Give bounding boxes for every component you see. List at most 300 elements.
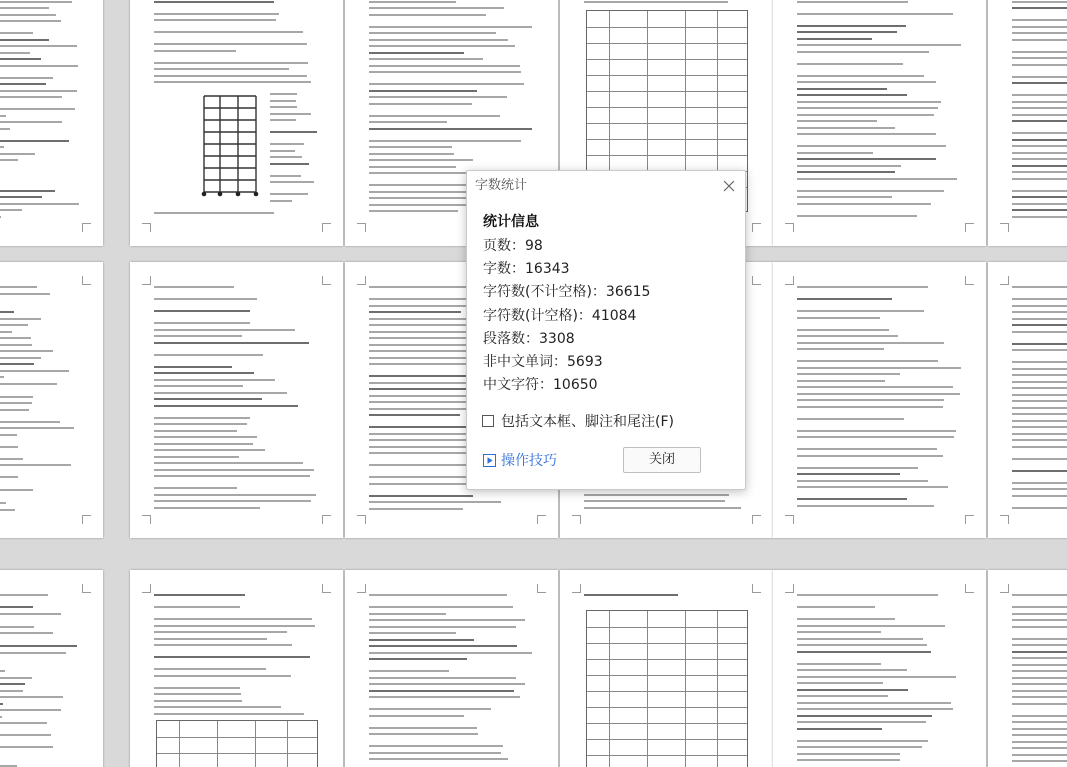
text-line <box>154 354 263 356</box>
text-line <box>369 65 520 67</box>
text-line <box>1012 734 1067 736</box>
text-line <box>154 31 303 33</box>
text-line <box>797 286 928 288</box>
page-corner-mark <box>572 515 581 524</box>
text-line <box>1012 190 1067 192</box>
text-line <box>154 675 291 677</box>
text-line <box>797 171 895 173</box>
page-corner-mark <box>752 276 761 285</box>
page-thumbnail <box>345 570 558 767</box>
text-line <box>797 38 872 40</box>
text-line <box>1012 387 1067 389</box>
text-line <box>369 639 474 641</box>
text-line <box>1012 420 1067 422</box>
table-col-line <box>609 611 610 767</box>
stat-chars-with-spaces: 字符数(计空格)：41084 <box>483 307 637 324</box>
text-line <box>1012 670 1067 672</box>
text-line <box>1012 145 1067 147</box>
text-line <box>797 638 923 640</box>
table-col-line <box>179 721 180 767</box>
text-line <box>369 645 517 647</box>
text-line <box>154 62 308 64</box>
text-line <box>797 676 956 678</box>
text-line <box>369 7 504 9</box>
text-line <box>369 166 456 168</box>
table-row-line <box>587 675 747 676</box>
text-line <box>154 75 307 77</box>
text-line <box>154 310 250 312</box>
text-line <box>154 625 315 627</box>
text-line <box>0 1 72 3</box>
text-line <box>1012 311 1067 313</box>
text-line <box>270 181 314 183</box>
table-thumbnail <box>156 720 318 767</box>
text-line <box>1012 120 1067 122</box>
text-line <box>270 163 309 165</box>
text-line <box>1012 171 1067 173</box>
page-corner-mark <box>965 276 974 285</box>
text-line <box>797 348 884 350</box>
text-line <box>369 305 475 307</box>
page-corner-mark <box>82 515 91 524</box>
text-line <box>797 165 901 167</box>
text-line <box>797 310 924 312</box>
text-line <box>1012 721 1067 723</box>
text-line <box>797 728 882 730</box>
text-line <box>154 417 250 419</box>
text-line <box>797 317 880 319</box>
frame-diagram <box>200 90 260 200</box>
text-line <box>154 405 298 407</box>
text-line <box>154 469 314 471</box>
text-line <box>797 467 918 469</box>
text-line <box>0 58 41 60</box>
text-line <box>0 77 53 79</box>
text-line <box>0 140 69 142</box>
text-line <box>1012 324 1067 326</box>
text-line <box>154 329 295 331</box>
table-col-line <box>717 611 718 767</box>
text-line <box>797 127 895 129</box>
text-line <box>369 90 477 92</box>
text-line <box>270 113 311 115</box>
page-corner-mark <box>1000 584 1009 593</box>
text-line <box>369 745 503 747</box>
text-line <box>369 677 516 679</box>
text-line <box>154 13 279 15</box>
text-line <box>797 702 951 704</box>
text-line <box>1012 677 1067 679</box>
text-line <box>369 758 508 760</box>
text-line <box>1012 51 1067 53</box>
text-line <box>154 366 232 368</box>
text-line <box>0 196 42 198</box>
page-thumbnail <box>988 262 1067 538</box>
text-line <box>1012 178 1067 180</box>
text-line <box>1012 495 1067 497</box>
text-line <box>369 495 473 497</box>
table-row-line <box>587 123 747 124</box>
text-line <box>0 324 28 326</box>
page-corner-mark <box>322 515 331 524</box>
table-row-line <box>587 627 747 628</box>
text-line <box>369 446 472 448</box>
text-line <box>369 184 468 186</box>
text-line <box>369 71 521 73</box>
table-row-line <box>587 707 747 708</box>
text-line <box>0 108 75 110</box>
text-line <box>1012 76 1067 78</box>
table-row-line <box>587 91 747 92</box>
page-corner-mark <box>322 584 331 593</box>
table-row-line <box>587 27 747 28</box>
page-corner-mark <box>572 584 581 593</box>
text-line <box>0 606 33 608</box>
text-line <box>154 487 237 489</box>
text-line <box>584 500 725 502</box>
page-thumbnail <box>130 570 343 767</box>
text-line <box>1012 158 1067 160</box>
text-line <box>1012 318 1067 320</box>
text-line <box>1012 374 1067 376</box>
text-line <box>1012 132 1067 134</box>
text-line <box>154 638 267 640</box>
stat-words: 字数：16343 <box>483 261 570 278</box>
text-line <box>369 1 456 3</box>
text-line <box>1012 216 1067 218</box>
text-line <box>1012 760 1067 762</box>
text-line <box>1012 715 1067 717</box>
table-col-line <box>217 721 218 767</box>
text-line <box>0 632 53 634</box>
page-corner-mark <box>357 276 366 285</box>
text-line <box>797 367 961 369</box>
text-line <box>797 44 961 46</box>
page-corner-mark <box>965 584 974 593</box>
text-line <box>369 153 454 155</box>
text-line <box>154 436 257 438</box>
text-line <box>1012 400 1067 402</box>
text-line <box>1012 657 1067 659</box>
text-line <box>0 65 78 67</box>
text-line <box>154 494 316 496</box>
text-line <box>1012 594 1067 596</box>
text-line <box>0 318 41 320</box>
text-line <box>154 385 243 387</box>
text-line <box>369 14 486 16</box>
stats-heading: 统计信息 <box>483 214 539 230</box>
page-corner-mark <box>785 515 794 524</box>
text-line <box>154 81 311 83</box>
text-line <box>154 500 311 502</box>
text-line <box>0 703 3 705</box>
text-line <box>0 331 12 333</box>
text-line <box>1012 107 1067 109</box>
tips-link[interactable] <box>483 449 557 471</box>
text-line <box>0 311 14 313</box>
text-line <box>797 473 900 475</box>
text-line <box>369 508 463 510</box>
text-line <box>0 677 32 679</box>
text-line <box>369 191 481 193</box>
page-corner-mark <box>752 223 761 232</box>
text-line <box>154 43 307 45</box>
stats-list <box>483 235 650 397</box>
page-corner-mark <box>357 223 366 232</box>
text-line <box>797 625 945 627</box>
text-line <box>797 486 948 488</box>
text-line <box>0 7 49 9</box>
text-line <box>270 200 292 202</box>
text-line <box>369 52 464 54</box>
text-line <box>797 498 907 500</box>
text-line <box>369 128 532 130</box>
table-row-line <box>587 139 747 140</box>
text-line <box>369 121 447 123</box>
text-line <box>270 93 297 95</box>
text-line <box>369 375 479 377</box>
text-line <box>369 752 501 754</box>
text-line <box>154 379 275 381</box>
text-line <box>154 430 237 432</box>
page-corner-mark <box>752 584 761 593</box>
page-thumbnail <box>0 0 103 246</box>
page-thumbnail <box>988 570 1067 767</box>
text-line <box>0 502 6 504</box>
text-line <box>0 350 53 352</box>
text-line <box>797 329 889 331</box>
text-line <box>369 690 514 692</box>
text-line <box>797 753 900 755</box>
text-line <box>154 462 303 464</box>
text-line <box>0 357 41 359</box>
text-line <box>1012 488 1067 490</box>
stat-pages: 页数：98 <box>483 238 543 254</box>
text-line <box>154 631 287 633</box>
text-line <box>0 146 4 148</box>
include-textbox-checkbox-row[interactable] <box>482 411 674 431</box>
text-line <box>369 613 446 615</box>
text-line <box>369 683 525 685</box>
text-line <box>1012 664 1067 666</box>
text-line <box>584 1 728 3</box>
text-line <box>797 94 907 96</box>
text-line <box>369 501 501 503</box>
text-line <box>0 20 61 22</box>
page-corner-mark <box>752 515 761 524</box>
text-line <box>797 436 954 438</box>
text-line <box>1012 651 1067 653</box>
text-line <box>0 216 1 218</box>
text-line <box>0 344 32 346</box>
text-line <box>797 393 960 395</box>
page-corner-mark <box>142 223 151 232</box>
text-line <box>154 286 234 288</box>
text-line <box>369 619 525 621</box>
text-line <box>797 708 953 710</box>
text-line <box>0 427 74 429</box>
text-line <box>0 337 31 339</box>
text-line <box>1012 394 1067 396</box>
text-line <box>1012 696 1067 698</box>
text-line <box>0 115 6 117</box>
text-line <box>797 682 883 684</box>
text-line <box>154 713 304 715</box>
stat-chinese-chars: 中文字符：10650 <box>483 377 598 394</box>
text-line <box>154 398 262 400</box>
text-line <box>797 689 908 691</box>
text-line <box>1012 433 1067 435</box>
include-textbox-checkbox[interactable] <box>482 415 494 427</box>
text-line <box>154 507 260 509</box>
text-line <box>0 203 79 205</box>
text-line <box>154 693 241 695</box>
text-line <box>1012 286 1067 288</box>
text-line <box>154 618 312 620</box>
page-thumbnail <box>560 570 773 767</box>
text-line <box>154 594 245 596</box>
text-line <box>0 32 33 34</box>
table-row-line <box>587 107 747 108</box>
text-line <box>154 342 309 344</box>
text-line <box>0 716 2 718</box>
text-line <box>1012 507 1067 509</box>
text-line <box>0 383 57 385</box>
text-line <box>1012 343 1067 345</box>
text-line <box>584 507 741 509</box>
text-line <box>154 298 257 300</box>
play-icon <box>483 454 496 467</box>
text-line <box>0 509 15 511</box>
text-line <box>0 670 5 672</box>
text-line <box>797 644 927 646</box>
close-icon[interactable] <box>719 176 739 196</box>
text-line <box>797 430 956 432</box>
text-line <box>369 311 461 313</box>
text-line <box>1012 64 1067 66</box>
text-line <box>1012 741 1067 743</box>
text-line <box>270 100 296 102</box>
text-line <box>154 1 274 3</box>
text-line <box>369 210 458 212</box>
text-line <box>1012 703 1067 705</box>
text-line <box>0 409 29 411</box>
text-line <box>0 209 22 211</box>
text-line <box>0 690 23 692</box>
dialog-title: 字数统计 <box>475 178 528 193</box>
text-line <box>0 39 49 41</box>
page-corner-mark <box>537 584 546 593</box>
text-line <box>1012 606 1067 608</box>
text-line <box>154 423 247 425</box>
text-line <box>0 746 53 748</box>
text-line <box>797 715 932 717</box>
tips-label: 操作技巧 <box>501 453 557 469</box>
text-line <box>1012 39 1067 41</box>
text-line <box>797 746 922 748</box>
text-line <box>1012 690 1067 692</box>
text-line <box>1012 613 1067 615</box>
text-line <box>154 19 276 21</box>
text-line <box>0 476 18 478</box>
text-line <box>369 32 496 34</box>
text-line <box>0 128 10 130</box>
text-line <box>270 131 317 133</box>
page-corner-mark <box>357 515 366 524</box>
text-line <box>369 146 452 148</box>
text-line <box>154 212 274 214</box>
text-line <box>0 121 62 123</box>
text-line <box>797 88 887 90</box>
text-line <box>0 696 63 698</box>
text-line <box>797 203 931 205</box>
table-row-line <box>587 659 747 660</box>
page-corner-mark <box>1000 223 1009 232</box>
page-thumbnail <box>0 570 103 767</box>
table-row-line <box>587 59 747 60</box>
page-corner-mark <box>537 515 546 524</box>
text-line <box>0 446 18 448</box>
page-corner-mark <box>142 276 151 285</box>
text-line <box>1012 381 1067 383</box>
close-button[interactable]: 关闭 <box>623 447 701 473</box>
text-line <box>1012 683 1067 685</box>
table-col-line <box>255 721 256 767</box>
text-line <box>270 119 296 121</box>
text-line <box>0 594 48 596</box>
text-line <box>369 115 500 117</box>
text-line <box>1012 82 1067 84</box>
text-line <box>0 83 46 85</box>
text-line <box>797 418 904 420</box>
text-line <box>1012 626 1067 628</box>
table-row-line <box>587 43 747 44</box>
text-line <box>1012 331 1067 333</box>
text-line <box>1012 439 1067 441</box>
page-corner-mark <box>965 223 974 232</box>
text-line <box>0 722 47 724</box>
text-line <box>1012 1 1067 3</box>
text-line <box>0 376 4 378</box>
page-thumbnail <box>130 262 343 538</box>
page-corner-mark <box>82 584 91 593</box>
text-line <box>369 103 472 105</box>
text-line <box>154 644 292 646</box>
text-line <box>1012 114 1067 116</box>
text-line <box>797 373 900 375</box>
text-line <box>797 133 936 135</box>
text-line <box>1012 413 1067 415</box>
text-line <box>0 96 62 98</box>
text-line <box>797 75 924 77</box>
text-line <box>0 293 50 295</box>
text-line <box>1012 94 1067 96</box>
table-row-line <box>157 737 317 738</box>
text-line <box>154 706 281 708</box>
text-line <box>154 700 242 702</box>
stat-paragraphs: 段落数：3308 <box>483 330 575 347</box>
text-line <box>584 494 729 496</box>
text-line <box>797 360 938 362</box>
text-line <box>797 81 936 83</box>
text-line <box>1012 298 1067 300</box>
text-line <box>1012 458 1067 460</box>
text-line <box>797 663 881 665</box>
text-line <box>1012 361 1067 363</box>
text-line <box>369 26 532 28</box>
text-line <box>1012 203 1067 205</box>
text-line <box>1012 32 1067 34</box>
